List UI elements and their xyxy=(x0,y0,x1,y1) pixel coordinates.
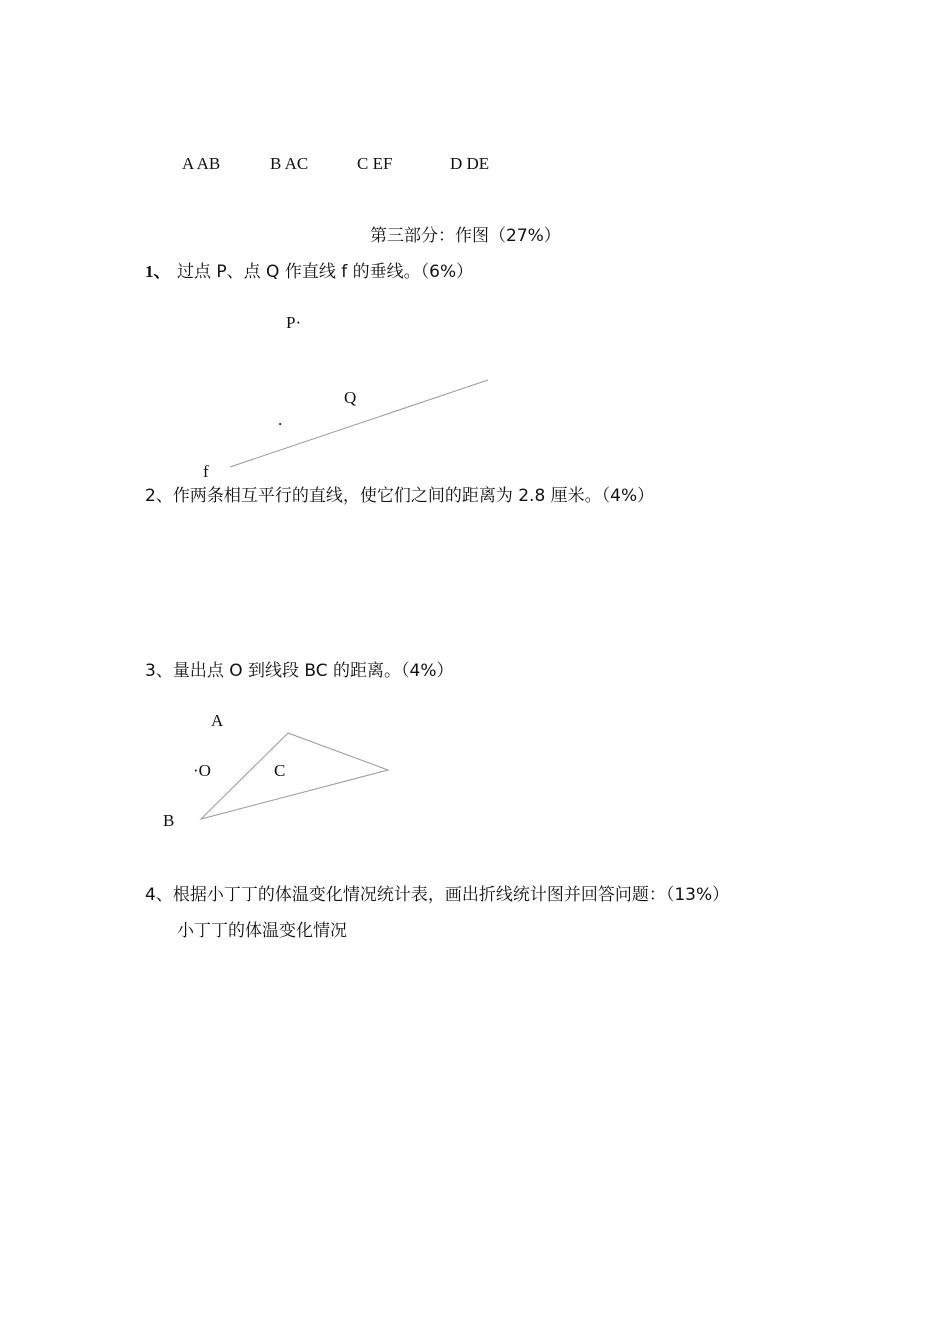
q1-number: 1、 xyxy=(145,262,171,281)
line-f xyxy=(230,380,488,467)
vertex-c-label: C xyxy=(274,761,286,780)
option-c: C EF xyxy=(357,154,393,173)
q1-text: 过点 P、点 Q 作直线 f 的垂线。（6%） xyxy=(177,262,474,282)
vertex-a-label: A xyxy=(211,711,224,730)
q4-table-title: 小丁丁的体温变化情况 xyxy=(177,921,347,941)
line-f-label: f xyxy=(203,462,209,481)
q2-text: 2、作两条相互平行的直线，使它们之间的距离为 2.8 厘米。（4%） xyxy=(145,486,655,506)
point-o-label: ·O xyxy=(193,761,211,780)
point-q-dot: . xyxy=(278,410,283,429)
option-d: D DE xyxy=(450,154,490,173)
option-b: B AC xyxy=(270,154,309,173)
triangle-abc xyxy=(201,733,388,819)
q4-text: 4、根据小丁丁的体温变化情况统计表，画出折线统计图并回答问题：（13%） xyxy=(145,885,730,905)
q3-text: 3、量出点 O 到线段 BC 的距离。（4%） xyxy=(145,661,454,681)
vertex-b-label: B xyxy=(163,811,175,830)
option-a: A AB xyxy=(182,154,221,173)
point-p-label: P· xyxy=(286,313,302,332)
point-q-label: Q xyxy=(344,388,357,407)
section-title: 第三部分：作图（27%） xyxy=(370,226,561,246)
